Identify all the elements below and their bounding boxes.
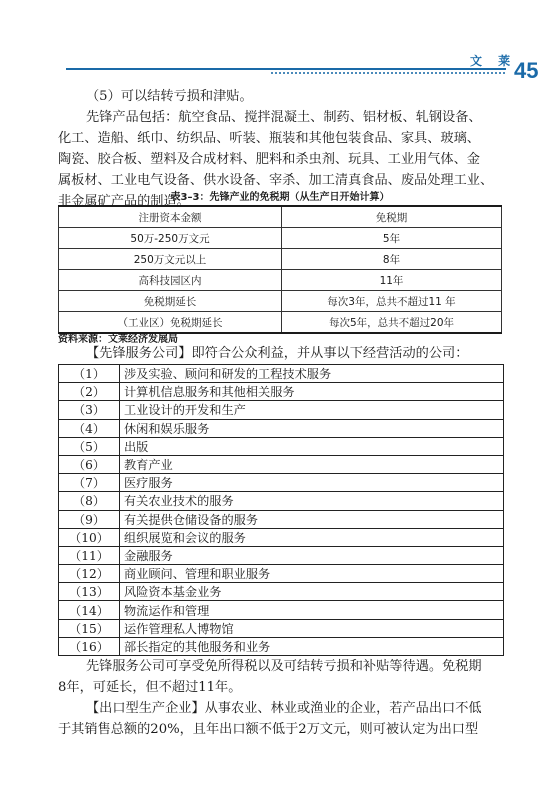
item-description: 有关农业技术的服务 — [120, 492, 504, 510]
item-description: 物流运作和管理 — [120, 601, 504, 619]
item-number: （11） — [59, 546, 120, 564]
table-row — [59, 455, 504, 473]
table-header-cell: 注册资本金额 — [59, 206, 282, 228]
text-line: 陶瓷、胶合板、塑料及合成材料、肥料和杀虫剂、玩具、工业用气体、金 — [58, 152, 480, 167]
text-line: 8年，可延长，但不超过11年。 — [58, 680, 242, 695]
item-number: （6） — [59, 455, 120, 473]
text-line: 非金属矿产品的制造。 — [58, 194, 190, 209]
item-number: （15） — [59, 619, 120, 637]
table-caption: 表3–3：先锋产业的免税期（从生产日开始计算） — [170, 192, 390, 203]
table-row — [59, 510, 504, 528]
text-line: 化工、造船、纸巾、纺织品、听装、瓶装和其他包装食品、家具、玻璃、 — [58, 131, 480, 146]
item-number: （5） — [59, 437, 120, 455]
item-number: （14） — [59, 601, 120, 619]
table-cell: 250万文元以上 — [59, 249, 282, 270]
item-number: （13） — [59, 583, 120, 601]
page-header — [0, 0, 559, 85]
table-row — [59, 401, 504, 419]
item-number: （10） — [59, 528, 120, 546]
text-line: 先锋服务公司可享受免所得税以及可结转亏损和补贴等待遇。免税期 — [86, 659, 482, 674]
table-row — [59, 565, 504, 583]
table-row — [59, 474, 504, 492]
table-row — [59, 583, 504, 601]
table-cell: 11年 — [282, 270, 502, 291]
table-row — [59, 383, 504, 401]
item-number: （4） — [59, 419, 120, 437]
page-number: 45 — [514, 58, 539, 83]
service-list-table — [58, 364, 504, 656]
table-row — [59, 228, 502, 249]
table-header-cell: 免税期 — [282, 206, 502, 228]
item-description: 商业顾问、管理和职业服务 — [120, 565, 504, 583]
table-cell: （工业区）免税期延长 — [59, 312, 282, 334]
item-number: （7） — [59, 474, 120, 492]
item-number: （3） — [59, 401, 120, 419]
table-cell: 每次3年，总共不超过11 年 — [282, 291, 502, 312]
table-row — [59, 528, 504, 546]
item-description: 工业设计的开发和生产 — [120, 401, 504, 419]
item-number: （9） — [59, 510, 120, 528]
tax-holiday-table — [58, 205, 502, 334]
item-description: 有关提供仓储设备的服务 — [120, 510, 504, 528]
item-number: （1） — [59, 365, 120, 383]
table-row — [59, 365, 504, 383]
text-line: 【出口型生产企业】从事农业、林业或渔业的企业，若产品出口不低 — [86, 701, 482, 716]
item-description: 运作管理私人博物馆 — [120, 619, 504, 637]
text-line: 于其销售总额的20%，且年出口额不低于2万文元，则可被认定为出口型 — [58, 722, 479, 737]
table-source-note: 资料来源：文莱经济发展局 — [58, 334, 178, 345]
text-line: 先锋产品包括：航空食品、搅拌混凝土、制药、铝材板、轧钢设备、 — [86, 110, 482, 125]
item-description: 部长指定的其他服务和业务 — [120, 637, 504, 655]
item-description: 教育产业 — [120, 455, 504, 473]
item-description: 风险资本基金业务 — [120, 583, 504, 601]
text-line: 属板材、工业电气设备、供水设备、宰杀、加工清真食品、废品处理工业、 — [58, 173, 494, 188]
table-row — [59, 249, 502, 270]
table-cell: 5年 — [282, 228, 502, 249]
table-cell: 高科技园区内 — [59, 270, 282, 291]
item-number: （8） — [59, 492, 120, 510]
table-cell: 50万-250万文元 — [59, 228, 282, 249]
item-description: 计算机信息服务和其他相关服务 — [120, 383, 504, 401]
item-number: （2） — [59, 383, 120, 401]
table-row — [59, 619, 504, 637]
item-description: 出版 — [120, 437, 504, 455]
table-row — [59, 437, 504, 455]
table-row — [59, 291, 502, 312]
table-row — [59, 601, 504, 619]
item-description: 组织展览和会议的服务 — [120, 528, 504, 546]
item-description: 医疗服务 — [120, 474, 504, 492]
header-dot-pattern — [270, 71, 506, 75]
body-paragraph-mid: 【先锋服务公司】即符合公众利益，并从事以下经营活动的公司： — [86, 346, 469, 361]
table-row — [59, 419, 504, 437]
table-row — [59, 546, 504, 564]
table-cell: 每次5年，总共不超过20年 — [282, 312, 502, 334]
table-cell: 免税期延长 — [59, 291, 282, 312]
table-row — [59, 492, 504, 510]
table-cell: 8年 — [282, 249, 502, 270]
item-description: 金融服务 — [120, 546, 504, 564]
item-number: （12） — [59, 565, 120, 583]
section-title: 文 莱 — [470, 54, 517, 68]
body-paragraph-bottom — [58, 656, 482, 740]
table-header-row — [59, 206, 502, 228]
item-description: 休闲和娱乐服务 — [120, 419, 504, 437]
table-row — [59, 637, 504, 655]
header-rule — [66, 68, 506, 70]
item-number: （16） — [59, 637, 120, 655]
text-line: （5）可以结转亏损和津贴。 — [86, 89, 253, 104]
item-description: 涉及实验、顾问和研发的工程技术服务 — [120, 365, 504, 383]
table-row — [59, 270, 502, 291]
